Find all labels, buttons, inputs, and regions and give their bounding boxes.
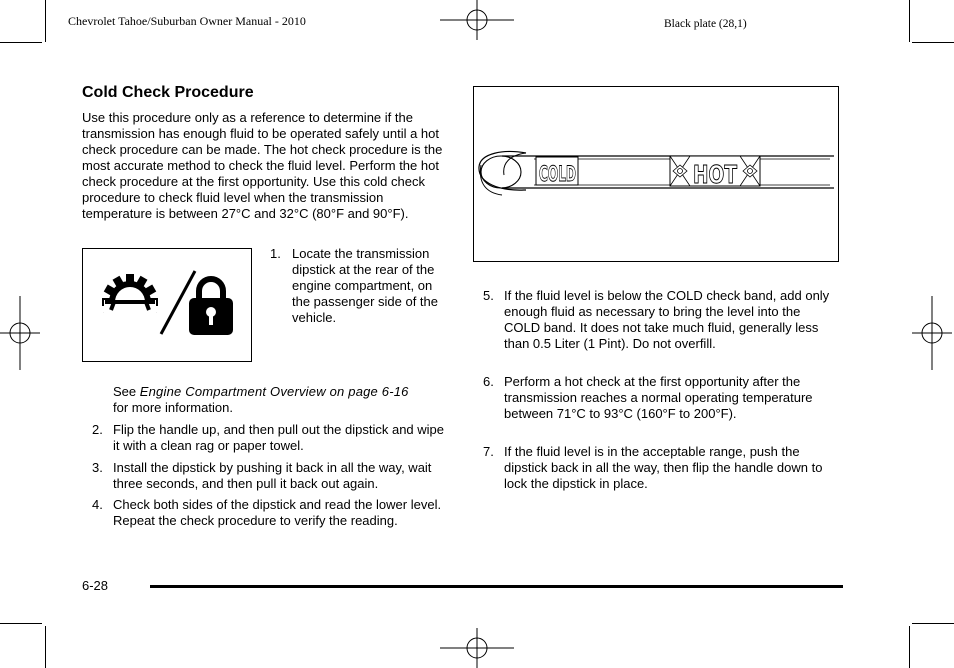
step-text: Locate the transmission dipstick at the rear of the engine compartment, on the passenger side of the vehicle. bbox=[292, 246, 438, 325]
footer-rule bbox=[150, 585, 843, 588]
registration-mark-icon bbox=[440, 0, 514, 40]
crop-mark bbox=[912, 623, 954, 624]
intro-paragraph: Use this procedure only as a reference to determine if the transmission has enough fluid to be operated safely until a hot check procedure can be made. The hot check procedure is the most accurate method to check the fluid level. Perform the hot check procedure at the first opportunity. Use this cold check procedure to check fluid level when the transmission temperature is between 27°C and 32°C (80°F and 90°F). bbox=[82, 110, 443, 221]
page-number: 6-28 bbox=[82, 578, 109, 593]
see-suffix: for more information. bbox=[113, 400, 233, 415]
step-number: 5. bbox=[483, 288, 494, 303]
see-reference bbox=[113, 384, 453, 416]
registration-mark-icon bbox=[0, 296, 40, 370]
see-link[interactable]: Engine Compartment Overview on page 6-16 bbox=[139, 384, 409, 399]
dipstick-figure bbox=[473, 86, 839, 262]
crop-mark bbox=[45, 0, 46, 42]
crop-mark bbox=[909, 0, 910, 42]
dipstick-illustration bbox=[474, 87, 837, 260]
step-number: 6. bbox=[483, 374, 494, 389]
step-number: 2. bbox=[92, 422, 103, 437]
plate-label: Black plate (28,1) bbox=[664, 18, 747, 30]
step-number: 7. bbox=[483, 444, 494, 459]
see-prefix: See bbox=[113, 384, 140, 399]
cold-band-label: COLD bbox=[539, 162, 576, 186]
step-number: 1. bbox=[270, 246, 281, 261]
registration-mark-icon bbox=[912, 296, 952, 370]
hot-band-label: HOT bbox=[693, 160, 737, 189]
step-text: Perform a hot check at the first opportunity after the transmission reaches a normal operating temperature between 71°C to 93°C (160°F to 200°F). bbox=[504, 374, 813, 421]
gear-lock-figure bbox=[82, 248, 252, 362]
step-text: Flip the handle up, and then pull out the dipstick and wipe it with a clean rag or paper towel. bbox=[113, 422, 445, 453]
step-number: 4. bbox=[92, 497, 103, 512]
manual-title: Chevrolet Tahoe/Suburban Owner Manual - 2010 bbox=[68, 14, 306, 28]
step-number: 3. bbox=[92, 460, 103, 475]
crop-mark bbox=[45, 626, 46, 668]
crop-mark bbox=[912, 42, 954, 43]
registration-mark-icon bbox=[440, 628, 514, 668]
crop-mark bbox=[909, 626, 910, 668]
step-text: Install the dipstick by pushing it back in all the way, wait three seconds, and then pull it back out again. bbox=[113, 460, 432, 491]
gear-lock-icon bbox=[83, 249, 251, 361]
section-title: Cold Check Procedure bbox=[82, 84, 254, 101]
step-text: Check both sides of the dipstick and read the lower level. Repeat the check procedure to verify the reading. bbox=[113, 497, 442, 528]
step-text: If the fluid level is below the COLD check band, add only enough fluid as necessary to bring the level into the COLD band. It does not take much fluid, generally less than 0.5 Liter (1 Pint). Do not overfill. bbox=[504, 288, 830, 351]
crop-mark bbox=[0, 623, 42, 624]
step-text: If the fluid level is in the acceptable range, push the dipstick back in all the way, then flip the handle down to lock the dipstick in place. bbox=[504, 444, 823, 491]
crop-mark bbox=[0, 42, 42, 43]
